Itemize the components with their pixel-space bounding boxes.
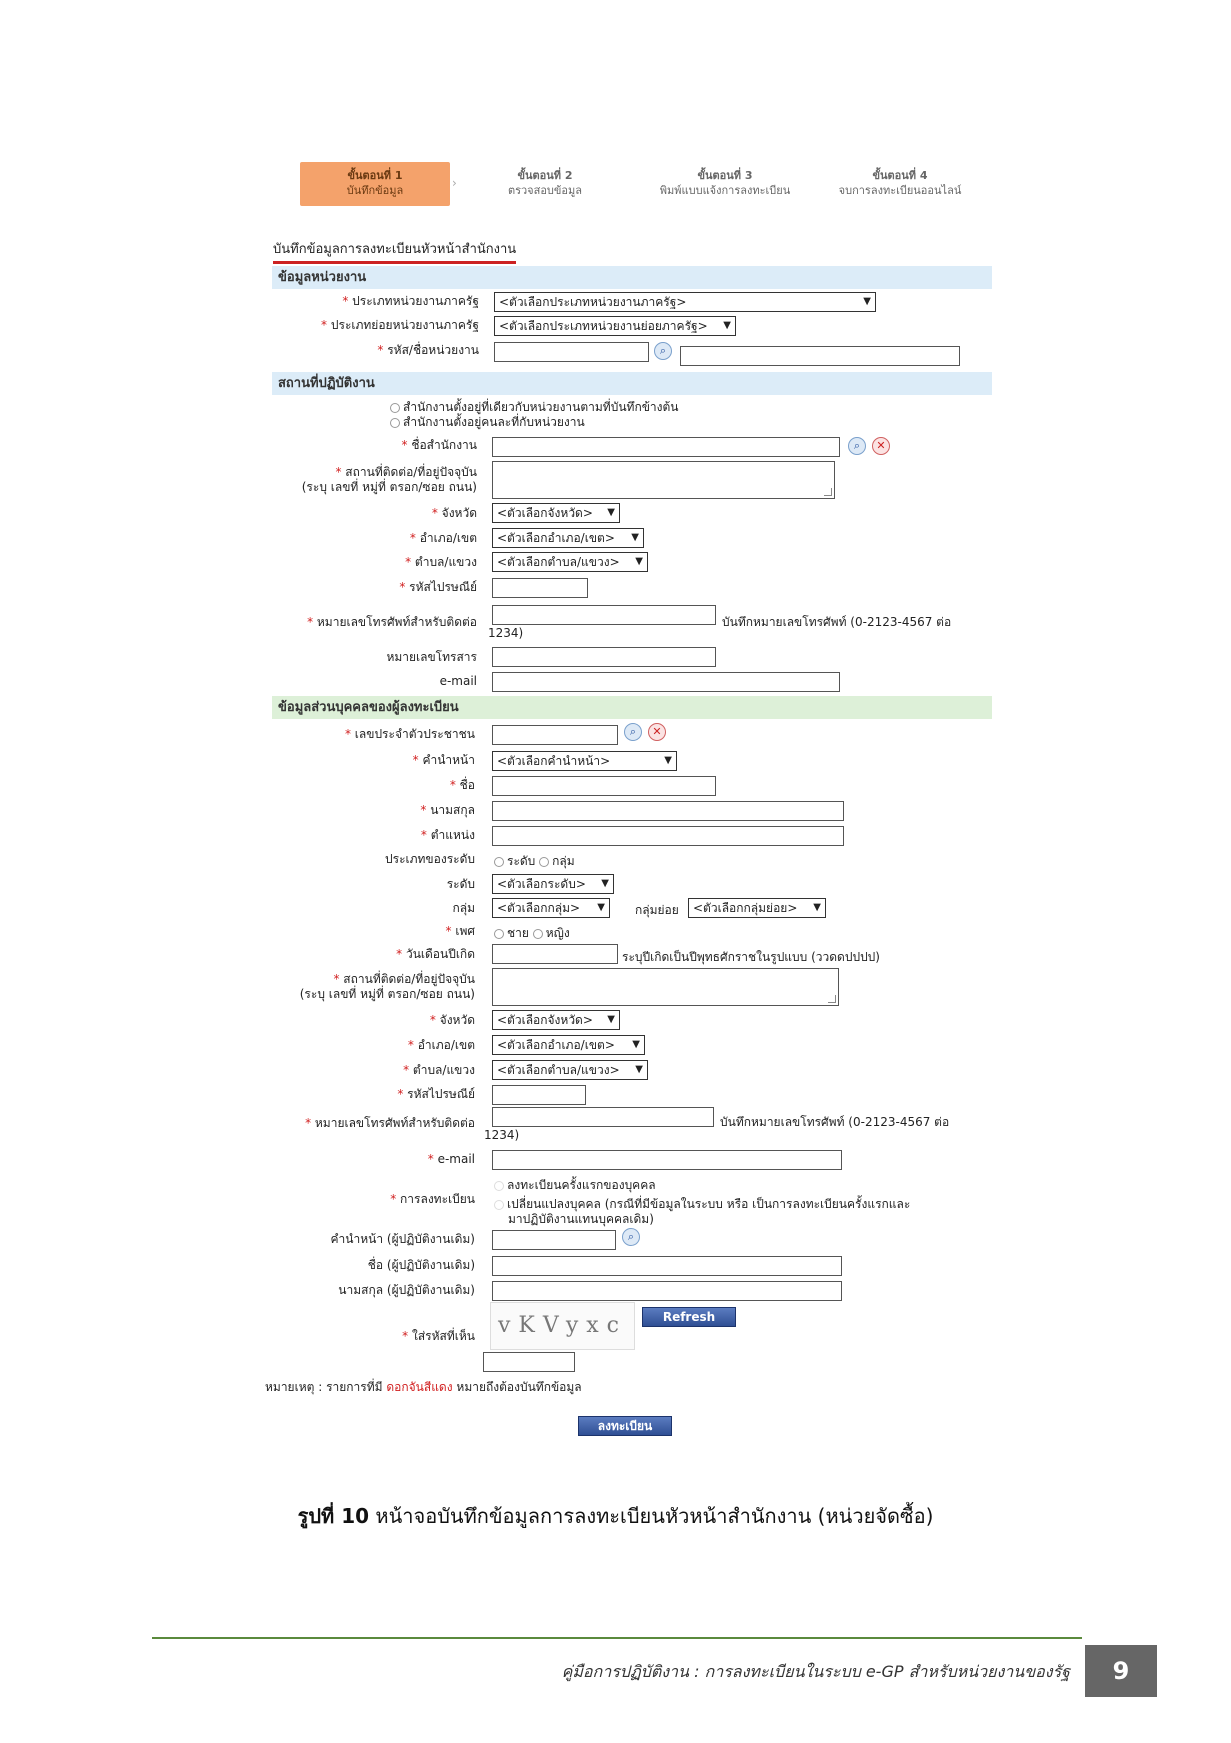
step-1 — [300, 162, 450, 206]
agency-name-input[interactable] — [680, 346, 960, 366]
personal-district-select[interactable]: <ตัวเลือกอำเภอ/เขต> ▼ — [492, 1035, 645, 1055]
phone-hint: บันทึกหมายเลขโทรศัพท์ (0-2123-4567 ต่อ — [722, 615, 952, 629]
step-1-sub: บันทึกข้อมูล — [346, 184, 404, 197]
footer-line — [152, 1637, 1082, 1639]
step-4-sub: จบการลงทะเบียนออนไลน์ — [838, 184, 962, 197]
prefix-label: * คำนำหน้า — [412, 753, 475, 767]
agency-subtype-select[interactable]: <ตัวเลือกประเภทหน่วยงานย่อยภาครัฐ> ▼ — [494, 316, 736, 336]
level-type-radios[interactable]: ระดับ กลุ่ม — [494, 852, 575, 871]
step-4-title: ขั้นตอนที่ 4 — [872, 169, 928, 182]
refresh-button[interactable]: Refresh — [642, 1307, 736, 1327]
subgroup-label: กลุ่มย่อย — [635, 903, 679, 917]
personal-email-input[interactable] — [492, 1150, 842, 1170]
radio-button[interactable] — [494, 1200, 504, 1210]
old-surname-label: นามสกุล (ผู้ปฏิบัติงานเดิม) — [338, 1283, 475, 1297]
step-2 — [470, 162, 620, 206]
clear-icon[interactable]: ✕ — [872, 437, 890, 455]
old-name-label: ชื่อ (ผู้ปฏิบัติงานเดิม) — [367, 1258, 475, 1272]
radio-button[interactable] — [539, 857, 549, 867]
workplace-address-hint: (ระบุ เลขที่ หมู่ที่ ตรอก/ซอย ถนน) — [301, 480, 477, 494]
phone-hint-ext: 1234) — [488, 626, 524, 640]
district-select[interactable]: <ตัวเลือกอำเภอ/เขต> ▼ — [492, 528, 644, 548]
agency-type-label: * ประเภทหน่วยงานภาครัฐ — [342, 294, 479, 308]
fax-label: หมายเลขโทรสาร — [386, 650, 477, 664]
personal-address-textarea[interactable] — [492, 968, 839, 1006]
dob-label: * วันเดือนปีเกิด — [396, 947, 475, 961]
postcode-input[interactable] — [492, 578, 588, 598]
register-button[interactable]: ลงทะเบียน — [578, 1416, 672, 1436]
search-icon[interactable]: ⌕ — [654, 342, 672, 360]
citizen-id-label: * เลขประจำตัวประชาชน — [344, 727, 475, 741]
step-arrow-icon: › — [452, 176, 457, 190]
step-3-title: ขั้นตอนที่ 3 — [697, 169, 753, 182]
province-select[interactable]: <ตัวเลือกจังหวัด> ▼ — [492, 503, 620, 523]
personal-postcode-label: * รหัสไปรษณีย์ — [397, 1087, 475, 1101]
personal-subdistrict-select[interactable]: <ตัวเลือกตำบล/แขวง> ▼ — [492, 1060, 648, 1080]
section-workplace-header: สถานที่ปฏิบัติงาน — [272, 372, 992, 395]
personal-address-hint: (ระบุ เลขที่ หมู่ที่ ตรอก/ซอย ถนน) — [299, 987, 475, 1001]
workplace-radio-same[interactable]: สำนักงานตั้งอยู่ที่เดียวกับหน่วยงานตามที่บันทึกข้างต้น — [390, 398, 679, 417]
personal-province-select[interactable]: <ตัวเลือกจังหวัด> ▼ — [492, 1010, 620, 1030]
group-select[interactable]: <ตัวเลือกกลุ่ม> ▼ — [492, 898, 610, 918]
office-name-label: * ชื่อสำนักงาน — [401, 438, 477, 452]
regtype-radio-first[interactable]: ลงทะเบียนครั้งแรกของบุคคล — [494, 1176, 656, 1195]
phone-input[interactable] — [492, 605, 716, 625]
dob-hint: ระบุปีเกิดเป็นปีพุทธศักราชในรูปแบบ (ววดดปปปป) — [622, 950, 880, 964]
step-3 — [640, 162, 810, 206]
section-agency-header: ข้อมูลหน่วยงาน — [272, 266, 992, 289]
agency-type-select[interactable]: <ตัวเลือกประเภทหน่วยงานภาครัฐ> ▼ — [494, 292, 876, 312]
level-label: ระดับ — [446, 877, 475, 891]
fax-input[interactable] — [492, 647, 716, 667]
workplace-address-textarea[interactable] — [492, 461, 835, 499]
dob-input[interactable] — [492, 944, 618, 964]
radio-button[interactable] — [494, 929, 504, 939]
clear-icon[interactable]: ✕ — [648, 723, 666, 741]
old-prefix-label: คำนำหน้า (ผู้ปฏิบัติงานเดิม) — [330, 1232, 475, 1246]
gender-radios[interactable]: ชาย หญิง — [494, 924, 570, 943]
position-label: * ตำแหน่ง — [420, 828, 475, 842]
step-2-sub: ตรวจสอบข้อมูล — [507, 184, 583, 197]
personal-subdistrict-label: * ตำบล/แขวง — [403, 1063, 475, 1077]
radio-button[interactable] — [390, 403, 400, 413]
regtype-label: * การลงทะเบียน — [390, 1192, 475, 1206]
email-input[interactable] — [492, 672, 840, 692]
search-icon[interactable]: ⌕ — [624, 723, 642, 741]
workplace-radio-different[interactable]: สำนักงานตั้งอยู่คนละที่กับหน่วยงาน — [390, 413, 585, 432]
step-1-title: ขั้นตอนที่ 1 — [347, 169, 403, 182]
phone-label: * หมายเลขโทรศัพท์สำหรับติดต่อ — [307, 615, 477, 629]
old-surname-input[interactable] — [492, 1281, 842, 1301]
level-select[interactable]: <ตัวเลือกระดับ> ▼ — [492, 874, 614, 894]
regtype-radio-change[interactable]: เปลี่ยนแปลงบุคคล (กรณีที่มีข้อมูลในระบบ หรือ เป็นการลงทะเบียนครั้งแรกและ — [494, 1195, 910, 1214]
captcha-input[interactable] — [483, 1352, 575, 1372]
agency-code-label: * รหัส/ชื่อหน่วยงาน — [377, 343, 479, 357]
figure-caption: รูปที่ 10 หน้าจอบันทึกข้อมูลการลงทะเบียนหัวหน้าสำนักงาน (หน่วยจัดซื้อ) — [297, 1504, 934, 1528]
search-icon[interactable]: ⌕ — [622, 1228, 640, 1246]
province-label: * จังหวัด — [431, 506, 477, 520]
email-label: e-mail — [439, 674, 477, 688]
personal-email-label: * e-mail — [427, 1152, 475, 1166]
regtype-radio-change-cont: มาปฏิบัติงานแทนบุคคลเดิม) — [508, 1212, 654, 1226]
citizen-id-input[interactable] — [492, 725, 618, 745]
footnote: หมายเหตุ : รายการที่มี ดอกจันสีแดง หมายถึงต้องบันทึกข้อมูล — [265, 1380, 582, 1394]
radio-button[interactable] — [494, 1181, 504, 1191]
personal-province-label: * จังหวัด — [429, 1013, 475, 1027]
personal-postcode-input[interactable] — [492, 1085, 586, 1105]
radio-button[interactable] — [390, 418, 400, 428]
personal-phone-label: * หมายเลขโทรศัพท์สำหรับติดต่อ — [305, 1116, 475, 1130]
step-3-sub: พิมพ์แบบแจ้งการลงทะเบียน — [659, 184, 791, 197]
radio-button[interactable] — [494, 857, 504, 867]
subdistrict-label: * ตำบล/แขวง — [405, 555, 477, 569]
district-label: * อำเภอ/เขต — [409, 531, 477, 545]
page-number: 9 — [1085, 1645, 1157, 1697]
personal-phone-input[interactable] — [492, 1107, 714, 1127]
name-input[interactable] — [492, 776, 716, 796]
subdistrict-select[interactable]: <ตัวเลือกตำบล/แขวง> ▼ — [492, 552, 648, 572]
personal-phone-hint: บันทึกหมายเลขโทรศัพท์ (0-2123-4567 ต่อ — [720, 1115, 950, 1129]
footer-text: คู่มือการปฏิบัติงาน : การลงทะเบียนในระบบ e-GP สำหรับหน่วยงานของรัฐ — [561, 1662, 1070, 1681]
old-name-input[interactable] — [492, 1256, 842, 1276]
captcha-image: vKVyxc — [490, 1302, 635, 1350]
postcode-label: * รหัสไปรษณีย์ — [399, 580, 477, 594]
group-label: กลุ่ม — [452, 901, 475, 915]
form-title: บันทึกข้อมูลการลงทะเบียนหัวหน้าสำนักงาน — [273, 238, 516, 264]
level-type-label: ประเภทของระดับ — [385, 852, 475, 866]
search-icon[interactable]: ⌕ — [848, 437, 866, 455]
surname-input[interactable] — [492, 801, 844, 821]
surname-label: * นามสกุล — [420, 803, 475, 817]
subgroup-select[interactable]: <ตัวเลือกกลุ่มย่อย> ▼ — [688, 898, 826, 918]
section-personal-header: ข้อมูลส่วนบุคคลของผู้ลงทะเบียน — [272, 696, 992, 719]
workplace-address-label: * สถานที่ติดต่อ/ที่อยู่ปัจจุบัน — [335, 465, 477, 479]
position-input[interactable] — [492, 826, 844, 846]
office-name-input[interactable] — [492, 437, 840, 457]
prefix-select[interactable]: <ตัวเลือกคำนำหน้า> ▼ — [492, 751, 677, 771]
step-4 — [820, 162, 980, 206]
gender-label: * เพศ — [445, 924, 475, 938]
agency-code-input[interactable] — [494, 342, 649, 362]
personal-address-label: * สถานที่ติดต่อ/ที่อยู่ปัจจุบัน — [333, 972, 475, 986]
old-prefix-input[interactable] — [492, 1230, 616, 1250]
radio-button[interactable] — [533, 929, 543, 939]
step-2-title: ขั้นตอนที่ 2 — [517, 169, 573, 182]
personal-phone-hint-ext: 1234) — [484, 1128, 520, 1142]
captcha-label: * ใส่รหัสที่เห็น — [402, 1329, 475, 1343]
personal-district-label: * อำเภอ/เขต — [407, 1038, 475, 1052]
agency-subtype-label: * ประเภทย่อยหน่วยงานภาครัฐ — [321, 318, 479, 332]
name-label: * ชื่อ — [449, 778, 475, 792]
